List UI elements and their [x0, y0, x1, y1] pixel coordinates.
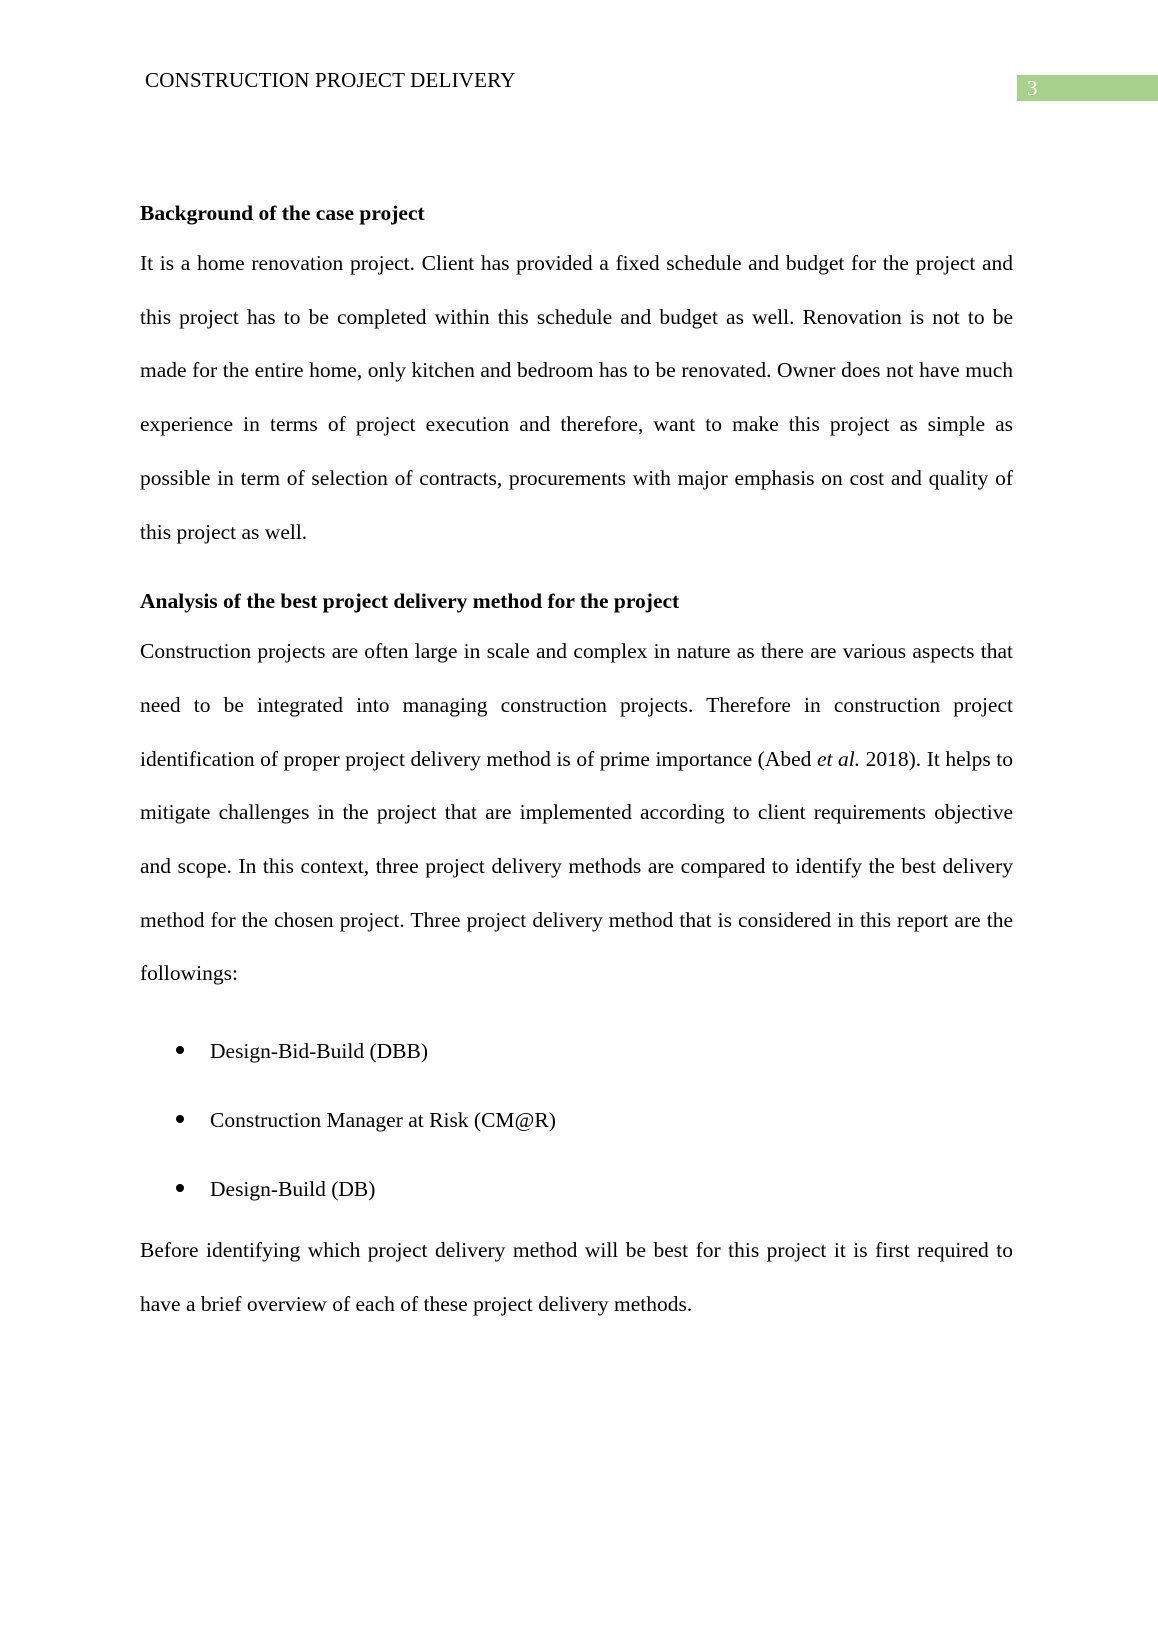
page-number-box	[1017, 75, 1158, 101]
list-item-label: Design-Bid-Build (DBB)	[210, 1039, 428, 1064]
section-heading-background: Background of the case project	[140, 201, 425, 225]
section-heading-analysis: Analysis of the best project delivery method for the project	[140, 589, 680, 614]
section-background	[140, 194, 1013, 559]
list-item-label: Design-Build (DB)	[210, 1177, 376, 1202]
paragraph-analysis-part1: Construction projects are often large in scale and complex in nature as there are various aspects that need to be integrated into managing construction projects. Therefore in construction project identification of proper project delivery method is of prime importance (Abed	[140, 639, 1013, 771]
citation-et-al: et al.	[816, 746, 861, 771]
page-header	[0, 0, 1158, 110]
list-item	[140, 1017, 1013, 1086]
paragraph-analysis-part2: 2018). It helps to mitigate challenges in the project that are implemented according to client requirements objective and scope. In this context, three project delivery methods are compared to identify the best delivery method for the chosen project. Three project delivery method that is considered in this report are the followings:	[140, 746, 1014, 986]
bullet-icon	[176, 1184, 184, 1192]
paragraph-closing: Before identifying which project delivery method will be best for this project it is first required to have a brief overview of each of these project delivery methods.	[140, 1238, 1013, 1316]
document-body	[140, 194, 1013, 1332]
section-analysis	[140, 582, 1013, 1331]
paragraph-analysis	[140, 625, 1013, 1001]
running-head-title: CONSTRUCTION PROJECT DELIVERY	[145, 68, 516, 92]
delivery-method-list	[140, 1017, 1013, 1224]
list-item-label: Construction Manager at Risk (CM@R)	[210, 1108, 556, 1133]
paragraph-background: It is a home renovation project. Client has provided a fixed schedule and budget for the project and this project has to be completed within this schedule and budget as well. Renovation is not to be made for the entire home, only kitchen and bedroom has to be renovated. Owner does not have much experience in terms of project execution and therefore, want to make this project as simple as possible in term of selection of contracts, procurements with major emphasis on cost and quality of this project as well.	[140, 251, 1013, 544]
page-number: 3	[1027, 76, 1038, 100]
list-item	[140, 1155, 1013, 1224]
bullet-icon	[176, 1115, 184, 1123]
list-item	[140, 1086, 1013, 1155]
bullet-icon	[176, 1046, 184, 1054]
